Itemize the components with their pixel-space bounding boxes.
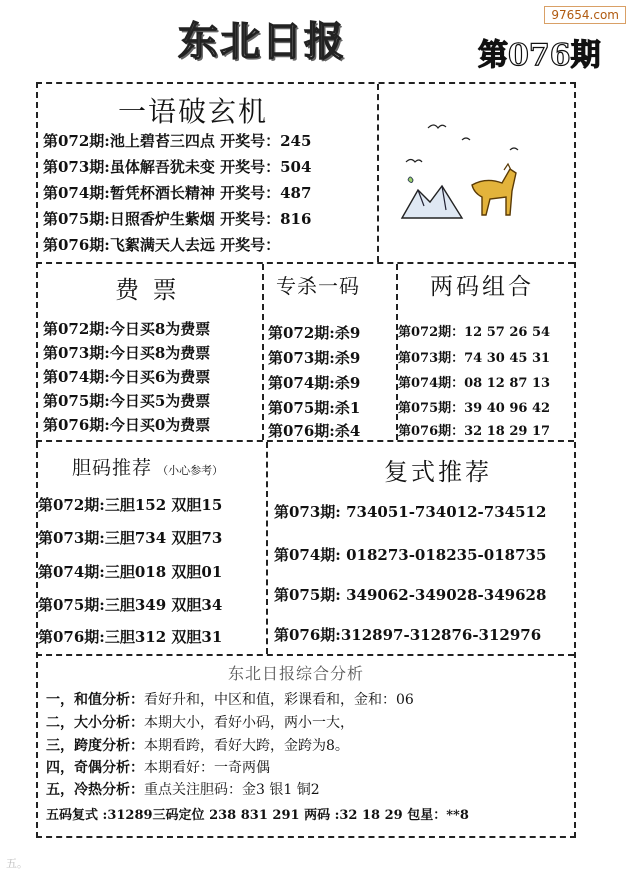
combo-row: 第074期：08 12 87 13 [398,376,551,391]
kill-row: 第075期:杀1 [268,399,361,417]
riddle-row: 第076期:飞絮满天人去远 开奖号： [43,236,281,254]
analysis-row [46,779,320,799]
dan-row: 第075期:三胆349 双胆34 [38,596,223,614]
newspaper-title: 东北日报 [178,18,346,65]
kill-row: 第072期:杀9 [268,324,361,342]
analysis-value: 本期看跨，看好大跨，金跨为8。 [144,738,349,754]
riddle-row: 第074期:暂凭杯酒长精神 开奖号：487 [43,184,312,202]
fushi-row: 第075期: 349062-349028-349628 [274,586,547,604]
riddle-row: 第075期:日照香炉生紫烟 开奖号：816 [43,210,312,228]
combo-row: 第075期：39 40 96 42 [398,401,551,416]
divider-riddle-image [377,84,379,262]
dan-row: 第072期:三胆152 双胆15 [38,496,223,514]
combo-row: 第076期：32 18 29 17 [398,424,551,439]
footer-text: 五。 [6,857,28,870]
kill-row: 第074期:杀9 [268,374,361,392]
riddle-heading: 一语破玄机 [118,95,269,128]
fushi-row: 第073期: 734051-734012-734512 [274,503,547,521]
divider-3 [36,654,574,656]
analysis-value: 本期大小，看好小码，两小一大， [144,715,354,731]
divider-1 [36,262,574,264]
kill-heading: 专杀一码 [276,274,360,298]
analysis-key: 五，冷热分析： [46,782,144,798]
analysis-key: 一，和值分析： [46,692,144,708]
kill-row: 第076期:杀4 [268,422,361,440]
feicai-row: 第073期:今日买8为费票 [43,344,211,362]
kill-row: 第073期:杀9 [268,349,361,367]
analysis-value: 本期看好：一奇两偶 [144,760,270,776]
analysis-key: 三，跨度分析： [46,738,144,754]
feicai-row: 第074期:今日买6为费票 [43,368,211,386]
fushi-heading: 复式推荐 [384,458,492,486]
dan-row: 第076期:三胆312 双胆31 [38,628,223,646]
analysis-row [46,689,414,709]
issue-number: 第076期 [478,38,601,73]
feicai-row: 第076期:今日买0为费票 [43,416,211,434]
feicai-row: 第072期:今日买8为费票 [43,320,211,338]
site-watermark: 97654.com [544,6,626,24]
dan-note: （小心参考） [157,464,224,477]
final-picks: 五码复式 :31289三码定位 238 831 291 两码 :32 18 29 包星：**8 [46,808,469,823]
riddle-row: 第073期:虽体解吾犹未变 开奖号：504 [43,158,312,176]
combo-row: 第072期：12 57 26 54 [398,325,551,340]
analysis-row [46,735,349,755]
dan-heading-text: 胆码推荐 [72,457,153,479]
dan-row: 第073期:三胆734 双胆73 [38,529,223,547]
feicai-heading: 费 票 [115,276,180,304]
combo-heading: 两码组合 [430,274,534,300]
landscape-illustration [392,110,562,235]
analysis-heading: 东北日报综合分析 [228,664,365,683]
dan-heading [72,453,223,480]
divider-dan-fushi [266,442,268,654]
fushi-row: 第074期: 018273-018235-018735 [274,546,547,564]
analysis-row [46,712,354,732]
dan-row: 第074期:三胆018 双胆01 [38,563,223,581]
divider-feicai-kill [262,264,264,440]
analysis-key: 四，奇偶分析： [46,760,144,776]
analysis-value: 重点关注胆码：金3 银1 铜2 [144,782,320,798]
analysis-row [46,757,270,777]
riddle-row: 第072期:池上碧苔三四点 开奖号：245 [43,132,312,150]
analysis-key: 二，大小分析： [46,715,144,731]
analysis-value: 看好升和，中区和值，彩课看和，金和：06 [144,692,414,708]
fushi-row: 第076期:312897-312876-312976 [274,626,542,644]
feicai-row: 第075期:今日买5为费票 [43,392,211,410]
combo-row: 第073期：74 30 45 31 [398,351,551,366]
